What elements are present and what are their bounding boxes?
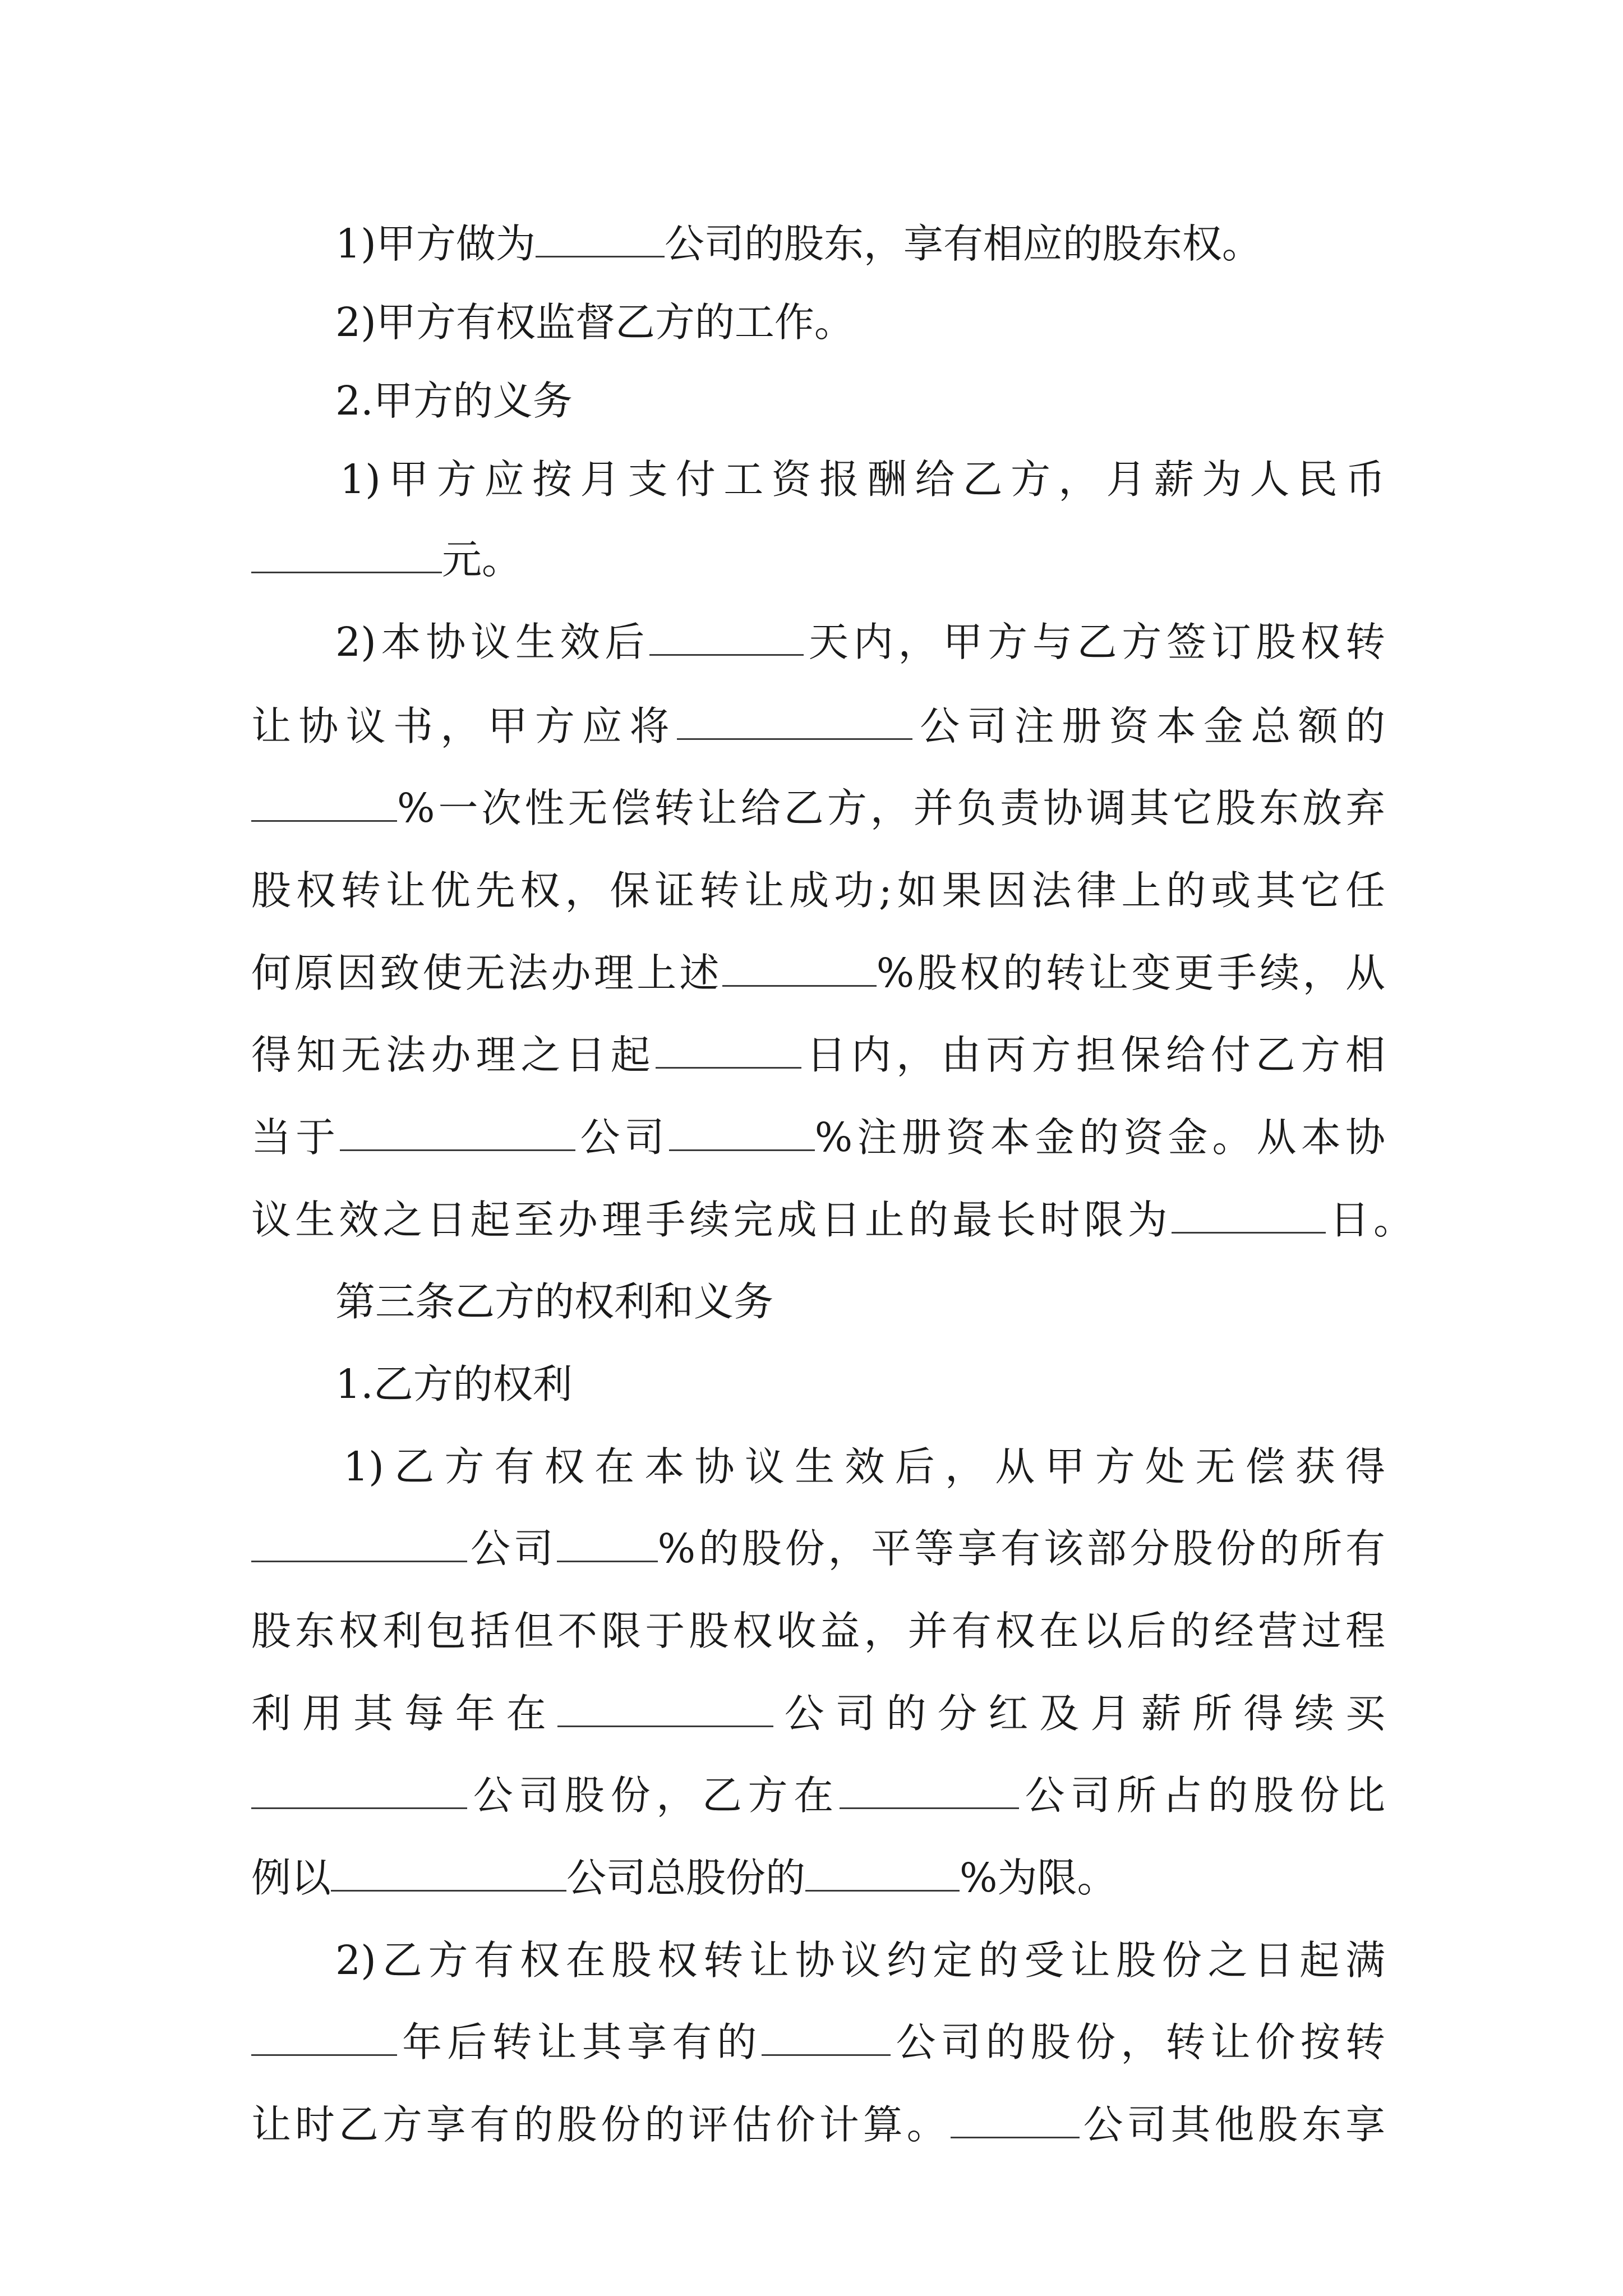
fill-in-blank [557,1524,658,1562]
text-line-13 [251,1189,1413,1251]
text-segment: 何原因致使无法办理上述 [251,950,722,996]
text-segment: %的股份，平等享有该部分股份的所有 [657,1525,1385,1572]
text-line-23 [251,2012,1385,2073]
text-segment: 公司 [467,1525,557,1572]
text-segment: 1.乙方的权利 [335,1361,573,1407]
fill-in-blank [251,2017,397,2056]
fill-in-blank [677,701,912,740]
text-line-17 [251,1518,1385,1580]
fill-in-blank [251,535,442,573]
text-segment: 公司所占的股份比 [1018,1772,1385,1819]
text-segment: 1)乙方有权在本协议生效后，从甲方处无偿获得 [343,1443,1385,1490]
text-line-02 [335,292,1474,353]
text-line-08 [251,777,1385,839]
text-segment: 公司注册资本金总额的 [912,703,1385,749]
text-segment: %股权的转让变更手续，从 [876,950,1385,996]
text-line-16 [343,1436,1385,1498]
fill-in-blank [762,2017,891,2056]
text-segment: 年后转让其享有的 [397,2019,762,2065]
fill-in-blank [722,948,877,987]
fill-in-blank [805,1853,960,1892]
text-line-20 [251,1765,1385,1826]
fill-in-blank [1172,1195,1326,1234]
text-segment: 公司总股份的 [566,1855,806,1901]
text-segment: 股东权利包括但不限于股权收益，并有权在以后的经营过程 [251,1608,1385,1654]
text-segment: 1)甲方应按月支付工资报酬给乙方，月薪为人民币 [340,456,1385,503]
text-segment: 公司的股份，转让价按转 [891,2019,1385,2065]
text-segment: 当于 [251,1114,340,1161]
fill-in-blank [331,1853,566,1892]
text-segment: 2)甲方有权监督乙方的工作。 [335,299,854,346]
fill-in-blank [251,1524,467,1562]
text-line-11 [251,1024,1385,1086]
fill-in-blank [251,1770,467,1809]
text-segment: 公司 [575,1114,669,1161]
text-line-12 [251,1107,1385,1168]
text-segment: 天内，甲方与乙方签订股权转 [804,619,1385,665]
text-line-06 [335,611,1385,673]
text-segment: %为限。 [960,1855,1117,1901]
text-segment: 2.甲方的义务 [335,378,573,424]
text-segment: 让协议书，甲方应将 [251,703,677,749]
text-segment: 议生效之日起至办理手续完成日止的最长时限为 [251,1197,1172,1243]
fill-in-blank [251,783,397,822]
fill-in-blank [340,1112,575,1151]
text-line-15 [335,1354,1474,1415]
text-segment: 公司的分红及月薪所得续买 [773,1690,1385,1737]
text-segment: 利用其每年在 [251,1690,557,1737]
text-line-19 [251,1683,1385,1745]
fill-in-blank [656,1030,801,1069]
fill-in-blank [557,1688,773,1727]
fill-in-blank [840,1770,1019,1809]
fill-in-blank [951,2100,1080,2138]
text-segment: 1)甲方做为 [335,220,536,267]
text-segment: %一次性无偿转让给乙方，并负责协调其它股东放弃 [397,785,1385,831]
fill-in-blank [536,219,665,257]
text-segment: 日内，由丙方担保给付乙方相 [801,1032,1385,1078]
text-segment: 日。 [1325,1197,1413,1243]
fill-in-blank [649,617,804,656]
text-line-18 [251,1600,1385,1662]
text-line-07 [251,696,1385,757]
text-segment: 公司其他股东享 [1079,2101,1385,2148]
fill-in-blank [669,1112,815,1151]
text-segment: 第三条乙方的权利和义务 [335,1278,774,1325]
text-line-03 [335,370,1474,432]
text-segment: 公司股份，乙方在 [467,1772,840,1819]
text-segment: 例以 [251,1855,331,1901]
text-segment: 得知无法办理之日起 [251,1032,656,1078]
text-line-22 [335,1930,1385,1991]
text-line-01 [335,213,1474,275]
text-segment: 股权转让优先权，保证转让成功;如果因法律上的或其它任 [251,867,1385,914]
text-segment: 公司的股东，享有相应的股东权。 [664,220,1262,267]
text-line-14 [335,1271,1474,1333]
text-segment: 元。 [442,536,522,583]
text-segment: 让时乙方享有的股份的评估价计算。 [251,2101,951,2148]
text-segment: %注册资本金的资金。从本协 [814,1114,1385,1161]
text-segment: 2)本协议生效后 [335,619,650,665]
text-line-04 [340,449,1385,510]
text-line-24 [251,2094,1385,2156]
text-line-09 [251,860,1385,922]
text-line-10 [251,942,1385,1004]
text-segment: 2)乙方有权在股权转让协议约定的受让股份之日起满 [335,1937,1385,1984]
text-line-05 [251,529,1390,591]
text-line-21 [251,1847,1390,1909]
